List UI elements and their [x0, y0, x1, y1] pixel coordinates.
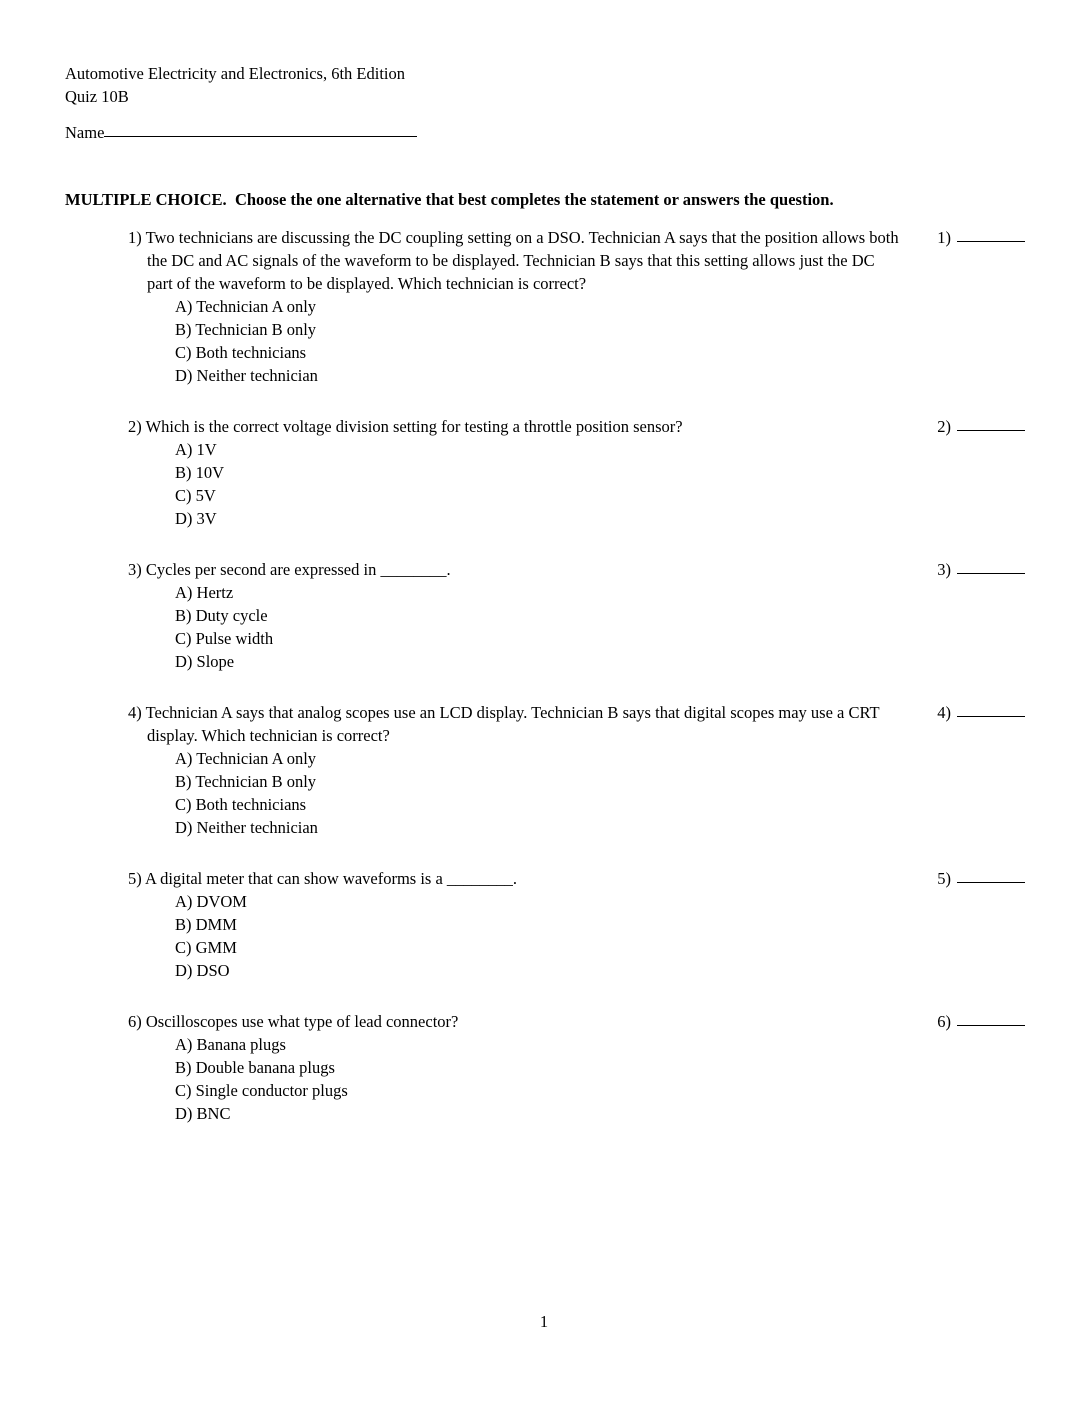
- answer-area: [937, 558, 1025, 581]
- choice-option: C) Single conductor plugs: [175, 1081, 348, 1100]
- choices-list: [175, 890, 903, 982]
- answer-area: [937, 1010, 1025, 1033]
- question-text: 6) Oscilloscopes use what type of lead connector?: [128, 1012, 459, 1031]
- answer-area: [937, 867, 1025, 890]
- question-block: [65, 558, 1025, 673]
- answer-area: [937, 415, 1025, 438]
- document-header: [65, 62, 1025, 108]
- answer-area: [937, 701, 1025, 724]
- choice-option: D) Neither technician: [175, 818, 318, 837]
- choice-option: A) Technician A only: [175, 297, 317, 316]
- question-main: [65, 415, 903, 530]
- question-text: 1) Two technicians are discussing the DC coupling setting on a DSO. Technician A says that the position allows both the DC and AC signals of the waveform to be displayed. Technician B says that this setting allows just the DC part of the waveform to be displayed. Which technician is correct?: [128, 228, 899, 293]
- answer-blank-line[interactable]: [957, 867, 1025, 883]
- question-main: [65, 226, 903, 387]
- choice-option: C) 5V: [175, 486, 216, 505]
- question-main: [65, 1010, 903, 1125]
- question-block: [65, 867, 1025, 982]
- answer-blank-line[interactable]: [957, 701, 1025, 717]
- choice-option: B) Technician B only: [175, 320, 317, 339]
- question-block: [65, 701, 1025, 839]
- choices-list: [175, 1033, 903, 1125]
- question-main: [65, 558, 903, 673]
- questions-list: [65, 226, 1025, 1125]
- answer-number: 6): [937, 1012, 951, 1031]
- answer-number: 3): [937, 560, 951, 579]
- name-label: Name: [65, 123, 105, 142]
- answer-blank-line[interactable]: [957, 415, 1025, 431]
- book-title: Automotive Electricity and Electronics, 6th Edition: [65, 64, 405, 83]
- choice-option: D) BNC: [175, 1104, 231, 1123]
- question-main: [65, 701, 903, 839]
- choice-option: C) GMM: [175, 938, 237, 957]
- name-blank-line[interactable]: [104, 121, 417, 137]
- choices-list: [175, 581, 903, 673]
- answer-number: 4): [937, 703, 951, 722]
- question-main: [65, 867, 903, 982]
- answer-number: 1): [937, 228, 951, 247]
- answer-blank-line[interactable]: [957, 1010, 1025, 1026]
- choice-option: C) Pulse width: [175, 629, 274, 648]
- choices-list: [175, 438, 903, 530]
- choice-option: A) DVOM: [175, 892, 247, 911]
- choice-option: D) 3V: [175, 509, 217, 528]
- question-text: 5) A digital meter that can show waveforms is a ________.: [128, 869, 518, 888]
- answer-area: [937, 226, 1025, 249]
- question-block: [65, 415, 1025, 530]
- answer-number: 5): [937, 869, 951, 888]
- question-text: 3) Cycles per second are expressed in ________.: [128, 560, 451, 579]
- question-block: [65, 1010, 1025, 1125]
- question-text: 2) Which is the correct voltage division setting for testing a throttle position sensor?: [128, 417, 683, 436]
- choice-option: B) 10V: [175, 463, 225, 482]
- choice-option: B) Duty cycle: [175, 606, 268, 625]
- choices-list: [175, 295, 903, 387]
- multiple-choice-heading: [65, 188, 1025, 211]
- multiple-choice-label: MULTIPLE CHOICE.: [65, 190, 227, 209]
- choice-option: B) Double banana plugs: [175, 1058, 335, 1077]
- choices-list: [175, 747, 903, 839]
- choice-option: A) 1V: [175, 440, 217, 459]
- multiple-choice-instructions: Choose the one alternative that best completes the statement or answers the question.: [234, 190, 834, 209]
- answer-blank-line[interactable]: [957, 226, 1025, 242]
- question-text: 4) Technician A says that analog scopes use an LCD display. Technician B says that digital scopes may use a CRT display. Which technician is correct?: [128, 703, 880, 745]
- choice-option: D) Neither technician: [175, 366, 318, 385]
- answer-blank-line[interactable]: [957, 558, 1025, 574]
- choice-option: C) Both technicians: [175, 795, 307, 814]
- answer-number: 2): [937, 417, 951, 436]
- question-block: [65, 226, 1025, 387]
- choice-option: C) Both technicians: [175, 343, 307, 362]
- page-number: 1: [539, 1312, 549, 1331]
- choice-option: A) Technician A only: [175, 749, 317, 768]
- quiz-title: Quiz 10B: [65, 87, 129, 106]
- choice-option: B) DMM: [175, 915, 237, 934]
- choice-option: D) Slope: [175, 652, 235, 671]
- choice-option: D) DSO: [175, 961, 230, 980]
- choice-option: A) Banana plugs: [175, 1035, 286, 1054]
- name-row: [65, 121, 1025, 144]
- choice-option: A) Hertz: [175, 583, 234, 602]
- choice-option: B) Technician B only: [175, 772, 317, 791]
